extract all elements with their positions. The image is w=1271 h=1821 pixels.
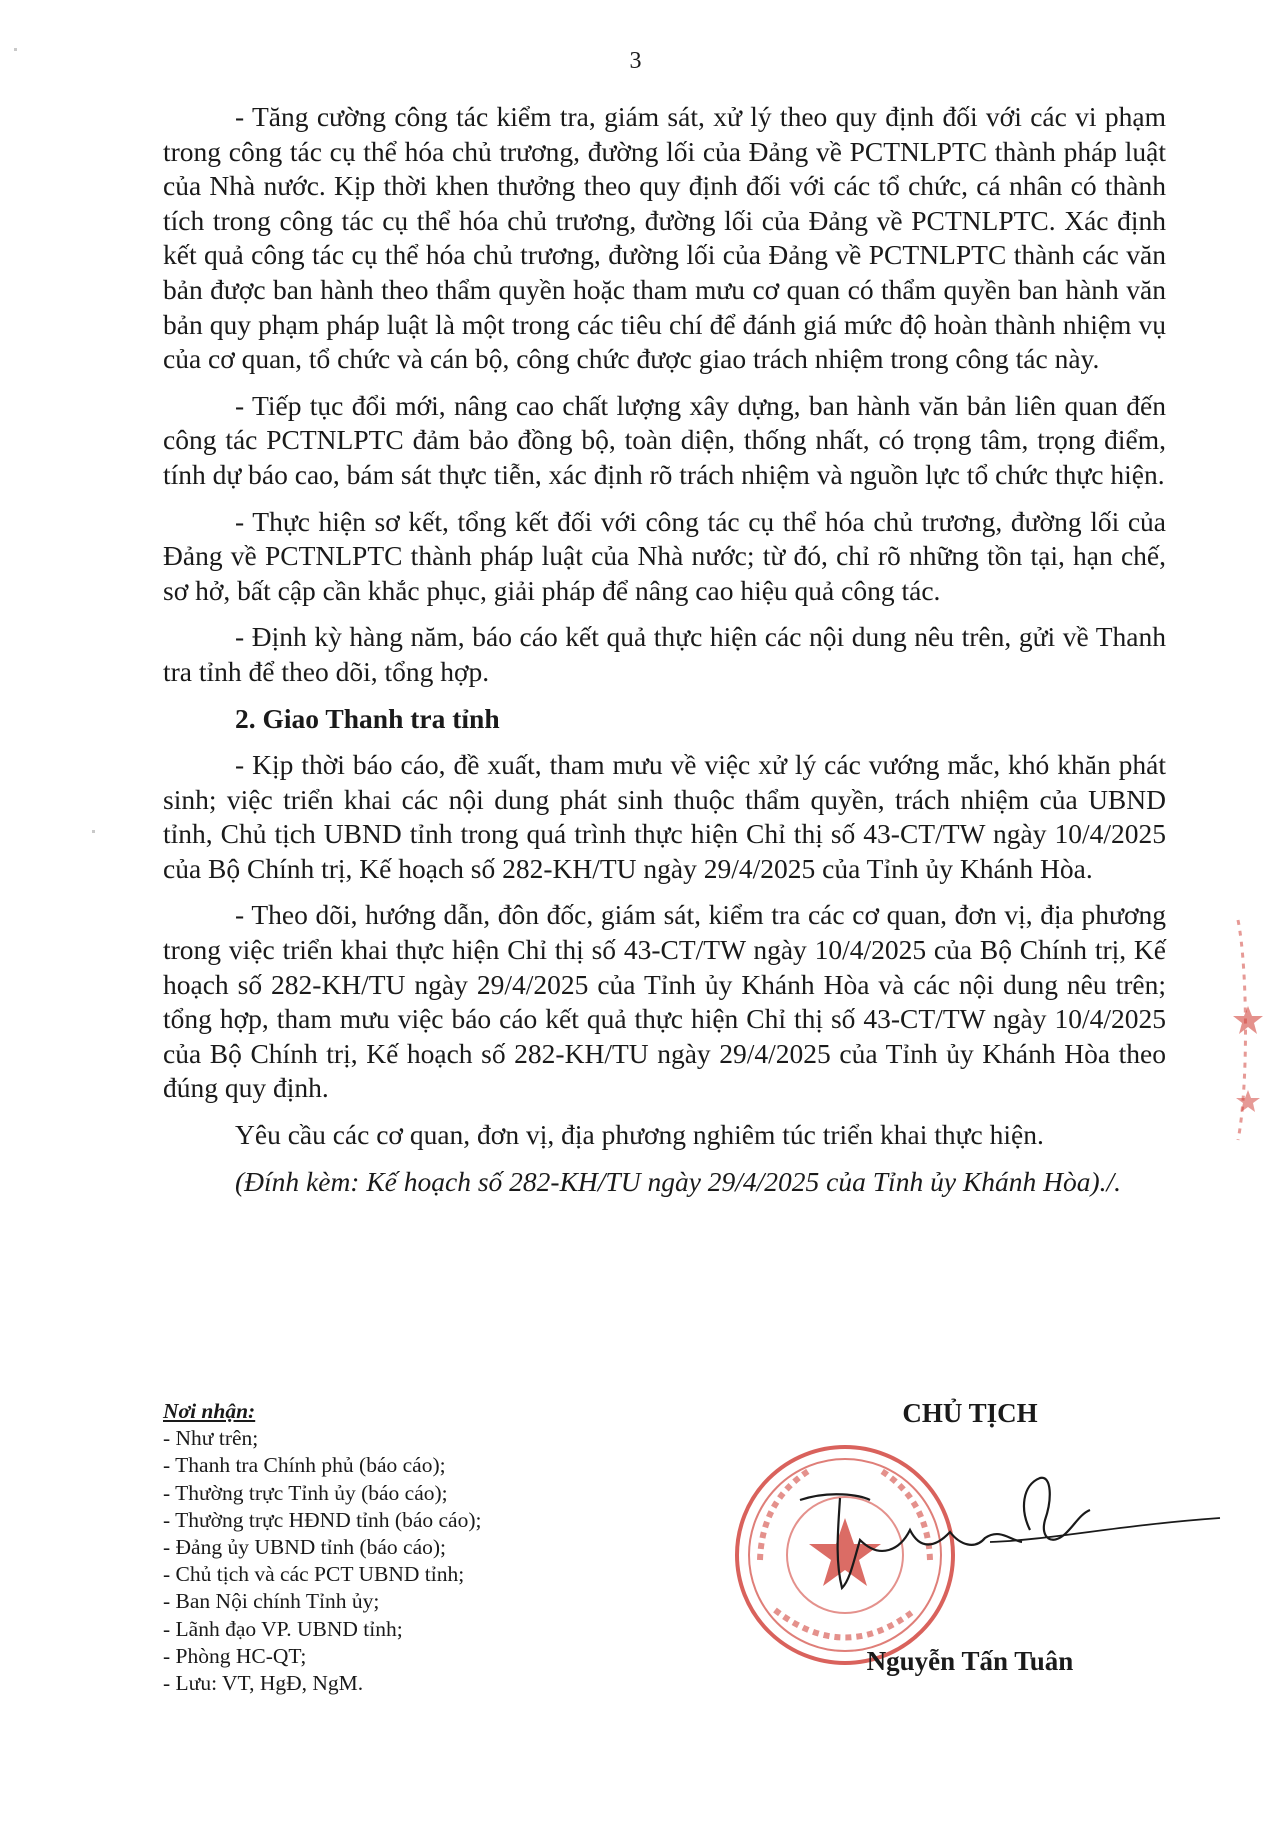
signer-title: CHỦ TỊCH <box>902 1398 1038 1428</box>
recipient-item: - Lãnh đạo VP. UBND tỉnh; <box>163 1616 403 1641</box>
handwritten-signature <box>790 1470 1230 1610</box>
recipient-item: - Như trên; <box>163 1426 259 1451</box>
attachment-note: (Đính kèm: Kế hoạch số 282-KH/TU ngày 29/4/2025 của Tỉnh ủy Khánh Hòa)./. <box>235 1165 1122 1197</box>
scan-speck <box>92 830 95 833</box>
recipients-list <box>163 1425 683 1697</box>
signer-name: Nguyễn Tấn Tuân <box>866 1646 1074 1676</box>
recipient-item: - Thường trực Tỉnh ủy (báo cáo); <box>163 1480 448 1505</box>
recipients-block <box>163 1398 683 1697</box>
body-paragraph: Yêu cầu các cơ quan, đơn vị, địa phương nghiêm túc triển khai thực hiện. <box>235 1119 1044 1151</box>
recipient-item: - Đảng ủy UBND tỉnh (báo cáo); <box>163 1535 447 1560</box>
section-heading: 2. Giao Thanh tra tỉnh <box>235 702 500 734</box>
recipient-item: - Thanh tra Chính phủ (báo cáo); <box>163 1453 446 1478</box>
edge-seal-fragment <box>1218 910 1271 1150</box>
recipients-title: Nơi nhận: <box>163 1399 256 1423</box>
recipient-item: - Ban Nội chính Tỉnh ủy; <box>163 1589 380 1614</box>
body-paragraph: - Kịp thời báo cáo, đề xuất, tham mưu về việc xử lý các vướng mắc, khó khăn phát sinh; việc triển khai các nội dung phát sinh thuộc thẩm quyền, trách nhiệm của UBND tỉnh, Chủ tịch UBND tỉnh trong quá trình thực hiện Chỉ thị số 43-CT/TW ngày 10/4/2025 của Bộ Chính trị, Kế hoạch số 282-KH/TU ngày 29/4/2025 của Tỉnh ủy Khánh Hòa. <box>163 749 1166 884</box>
document-body <box>163 100 1166 1211</box>
page-number: 3 <box>629 48 642 74</box>
body-paragraph: - Định kỳ hàng năm, báo cáo kết quả thực hiện các nội dung nêu trên, gửi về Thanh tra tỉnh để theo dõi, tổng hợp. <box>163 621 1166 687</box>
recipient-item: - Phòng HC-QT; <box>163 1643 307 1668</box>
recipient-item: - Thường trực HĐND tỉnh (báo cáo); <box>163 1507 482 1532</box>
recipient-item: - Lưu: VT, HgĐ, NgM. <box>163 1671 364 1696</box>
body-paragraph: - Theo dõi, hướng dẫn, đôn đốc, giám sát, kiểm tra các cơ quan, đơn vị, địa phương trong việc triển khai thực hiện Chỉ thị số 43-CT/TW ngày 10/4/2025 của Bộ Chính trị, Kế hoạch số 282-KH/TU ngày 29/4/2025 của Tỉnh ủy Khánh Hòa và các nội dung nêu trên; tổng hợp, tham mưu việc báo cáo kết quả thực hiện Chỉ thị số 43-CT/TW ngày 10/4/2025 của Bộ Chính trị, Kế hoạch số 282-KH/TU ngày 29/4/2025 của Tỉnh ủy Khánh Hòa theo đúng quy định. <box>163 899 1166 1104</box>
body-paragraph: - Tăng cường công tác kiểm tra, giám sát, xử lý theo quy định đối với các vi phạm trong công tác cụ thể hóa chủ trương, đường lối của Đảng về PCTNLPTC thành pháp luật của Nhà nước. Kịp thời khen thưởng theo quy định đối với các tổ chức, cá nhân có thành tích trong công tác cụ thể hóa chủ trương, đường lối của Đảng về PCTNLPTC. Xác định kết quả công tác cụ thể hóa chủ trương, đường lối của Đảng về PCTNLPTC thành các văn bản được ban hành theo thẩm quyền hoặc tham mưu cơ quan có thẩm quyền ban hành văn bản quy phạm pháp luật là một trong các tiêu chí để đánh giá mức độ hoàn thành nhiệm vụ của cơ quan, tổ chức và cán bộ, công chức được giao trách nhiệm trong công tác này. <box>163 101 1166 375</box>
recipient-item: - Chủ tịch và các PCT UBND tỉnh; <box>163 1562 465 1587</box>
body-paragraph: - Tiếp tục đổi mới, nâng cao chất lượng xây dựng, ban hành văn bản liên quan đến công tác PCTNLPTC đảm bảo đồng bộ, toàn diện, thống nhất, có trọng tâm, trọng điểm, tính dự báo cao, bám sát thực tiễn, xác định rõ trách nhiệm và nguồn lực tổ chức thực hiện. <box>163 389 1166 490</box>
body-paragraph: - Thực hiện sơ kết, tổng kết đối với công tác cụ thể hóa chủ trương, đường lối của Đảng về PCTNLPTC thành pháp luật của Nhà nước; từ đó, chỉ rõ những tồn tại, hạn chế, sơ hở, bất cập cần khắc phục, giải pháp để nâng cao hiệu quả công tác. <box>163 505 1166 606</box>
